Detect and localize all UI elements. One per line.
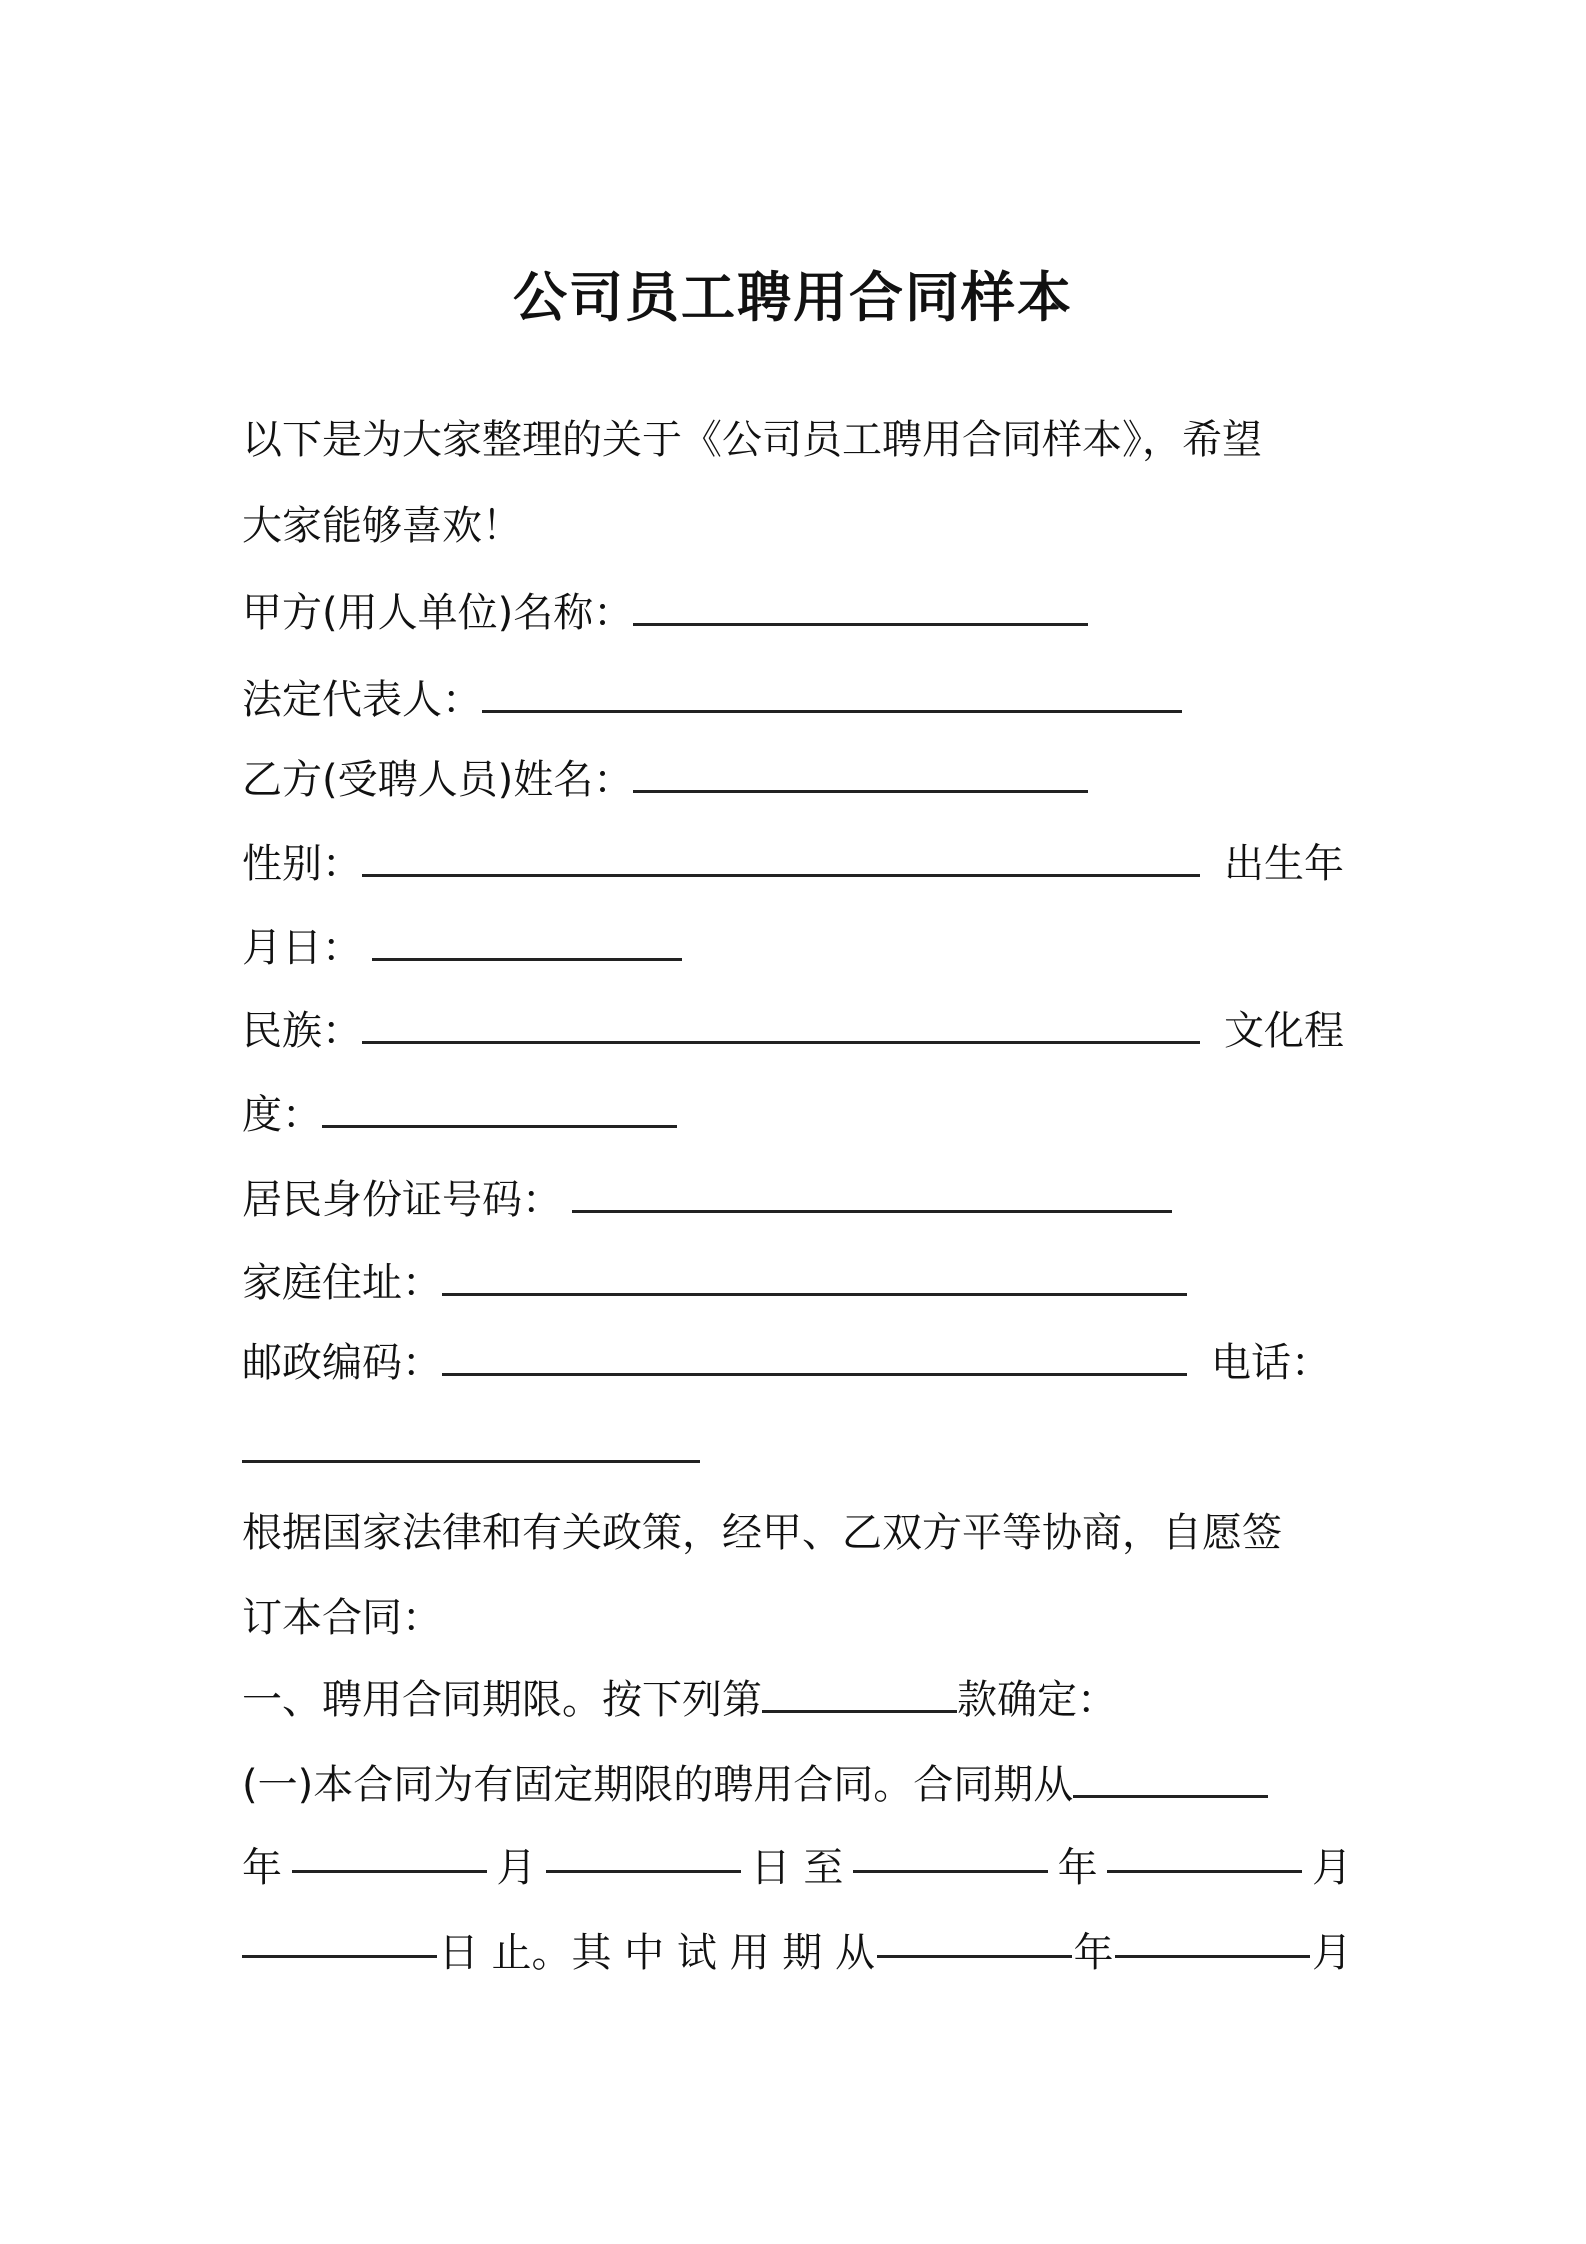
contract-end-day-blank[interactable] [242,1925,437,1958]
section1-heading-a: 一、聘用合同期限。按下列第 [242,1677,762,1723]
year-label-3: 年 [1073,1930,1114,1976]
gender-row [242,836,1352,892]
agreement-text-1: 根据国家法律和有关政策，经甲、乙双方平等协商，自愿签 [242,1510,1282,1556]
id-label: 居民身份证号码： [242,1177,562,1223]
year-label: 年 [242,1845,282,1891]
item1-text: (一)本合同为有固定期限的聘用合同。合同期从 [242,1762,1074,1808]
birth-label-part2: 月日： [242,925,362,971]
item1-line-1 [242,1757,1352,1813]
postal-row [242,1335,1352,1391]
month-label-2: 月 [1311,1845,1352,1891]
education-label-part1: 文化程 [1224,1008,1344,1054]
address-label: 家庭住址： [242,1260,442,1306]
intro-text-2: 大家能够喜欢！ [242,503,522,549]
party-a-row [242,585,1352,641]
contract-start-year-blank[interactable] [1073,1765,1268,1798]
birth-blank[interactable] [372,928,682,961]
contract-end-year-blank[interactable] [853,1840,1048,1873]
gender-blank[interactable] [362,844,1200,877]
address-blank[interactable] [442,1263,1187,1296]
section1-heading-b: 款确定： [957,1677,1117,1723]
phone-row [242,1422,1352,1478]
section1-clause-blank[interactable] [762,1680,957,1713]
intro-line-2 [242,498,1352,554]
item1-line-2 [242,1840,1352,1896]
trial-start-month-blank[interactable] [1115,1925,1310,1958]
birth-row [242,920,1352,976]
contract-end-month-blank[interactable] [1107,1840,1302,1873]
birth-label-part1: 出生年 [1224,841,1344,887]
item1-line-3 [242,1925,1352,1981]
agreement-line-1 [242,1505,1352,1561]
education-blank[interactable] [322,1095,677,1128]
legal-rep-blank[interactable] [482,680,1182,713]
month-label: 月 [496,1845,537,1891]
gender-label: 性别： [242,841,362,887]
party-a-blank[interactable] [633,593,1088,626]
trial-start-year-blank[interactable] [877,1925,1072,1958]
legal-rep-label: 法定代表人： [242,677,482,723]
education-label-part2: 度： [242,1092,322,1138]
document-title: 公司员工聘用合同样本 [513,266,1073,329]
phone-blank[interactable] [242,1430,700,1463]
intro-text-1: 以下是为大家整理的关于《公司员工聘用合同样本》，希望 [242,417,1262,463]
contract-start-day-blank[interactable] [546,1840,741,1873]
section1-heading-row [242,1672,1352,1728]
postal-blank[interactable] [442,1343,1187,1376]
contract-start-month-blank[interactable] [292,1840,487,1873]
party-b-row [242,752,1352,808]
address-row [242,1255,1352,1311]
agreement-line-2 [242,1590,1352,1646]
phone-label: 电话： [1211,1340,1331,1386]
year-label-2: 年 [1057,1845,1098,1891]
ethnicity-row [242,1003,1352,1059]
trial-start-label: 日 止。其 中 试 用 期 从 [438,1930,876,1976]
legal-rep-row [242,672,1352,728]
education-row [242,1087,1352,1143]
id-blank[interactable] [572,1180,1172,1213]
agreement-text-2: 订本合同： [242,1595,442,1641]
postal-label: 邮政编码： [242,1340,442,1386]
month-label-3: 月 [1311,1930,1352,1976]
party-b-blank[interactable] [633,760,1088,793]
ethnicity-label: 民族： [242,1008,362,1054]
id-row [242,1172,1352,1228]
day-to-label: 日 至 [750,1845,844,1891]
intro-line-1 [242,412,1352,468]
party-a-label: 甲方(用人单位)名称： [242,590,634,636]
party-b-label: 乙方(受聘人员)姓名： [242,757,634,803]
ethnicity-blank[interactable] [362,1011,1200,1044]
